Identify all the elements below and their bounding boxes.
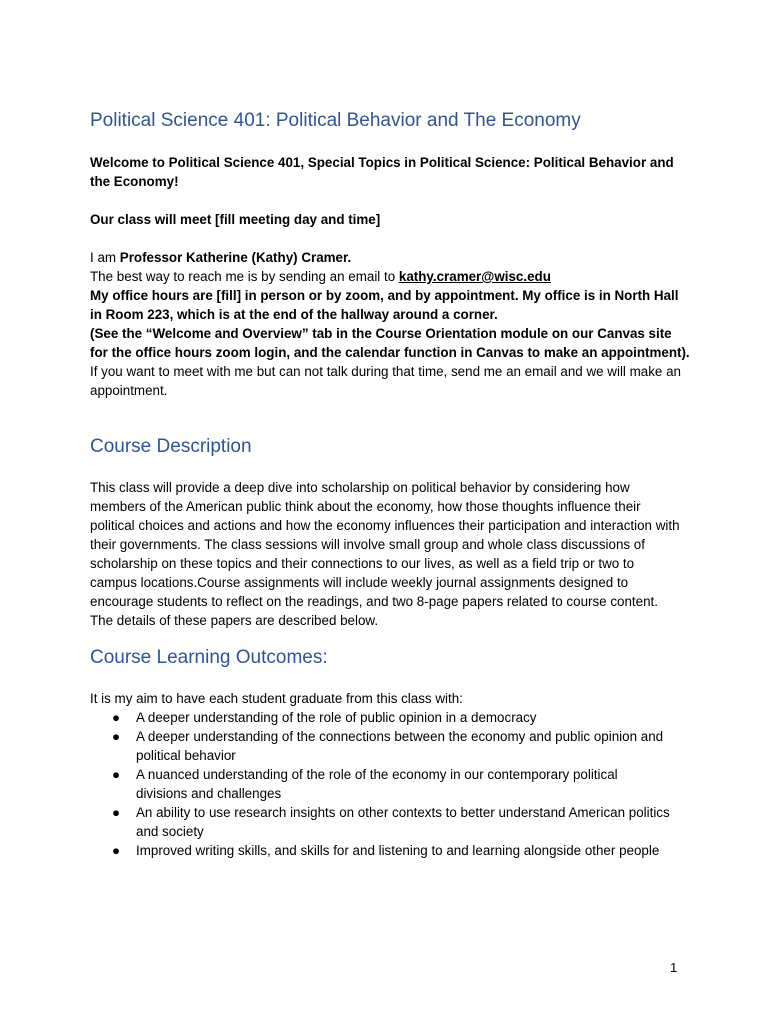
bullet-icon: ● — [112, 710, 121, 725]
list-item — [90, 765, 670, 803]
list-item-text: An ability to use research insights on other contexts to better understand American politics and society — [136, 805, 670, 839]
welcome-text: Welcome to Political Science 401, Special Topics in Political Science: Political Behavior and the Economy! — [90, 155, 674, 189]
course-description-text: This class will provide a deep dive into scholarship on political behavior by considering how members of the American public think about the economy, how those thoughts influence their political choices and actions and how the economy influences their participation and interaction with their governments. The class sessions will involve small group and whole class discussions of scholarship on these topics and their connections to our lives, as well as a field trip or two to campus locations.Course assignments will include weekly journal assignments designed to encourage students to reflect on the readings, and two 8-page papers related to course content. The details of these papers are described below. — [90, 480, 680, 628]
list-item — [90, 841, 670, 860]
professor-name: Professor Katherine (Kathy) Cramer. — [119, 250, 352, 265]
list-item — [90, 727, 670, 765]
list-item-text: A deeper understanding of the role of public opinion in a democracy — [136, 710, 537, 725]
contact-block — [90, 248, 690, 400]
list-item — [90, 803, 670, 841]
list-item — [90, 708, 670, 727]
list-item-text: Improved writing skills, and skills for and listening to and learning alongside other people — [136, 843, 660, 858]
bullet-icon: ● — [112, 843, 121, 858]
outcomes-intro: It is my aim to have each student graduate from this class with: — [90, 691, 463, 706]
office-hours-text: My office hours are [fill] in person or by zoom, and by appointment. My office is in North Hall in Room 223, which is at the end of the hallway around a corner. — [90, 288, 679, 322]
meeting-text: Our class will meet [fill meeting day and time] — [90, 212, 381, 227]
page-title: Political Science 401: Political Behavior and The Economy — [90, 110, 581, 131]
outcomes-list — [90, 708, 670, 860]
email-link[interactable]: kathy.cramer@wisc.edu — [398, 269, 551, 284]
page-number: 1 — [670, 960, 678, 975]
list-item-text: A deeper understanding of the connections between the economy and public opinion and political behavior — [136, 729, 664, 763]
course-description-heading: Course Description — [90, 436, 252, 457]
list-item-text: A nuanced understanding of the role of the economy in our contemporary political divisions and challenges — [136, 767, 618, 801]
meet-note: If you want to meet with me but can not talk during that time, send me an email and we will make an appointment. — [90, 364, 681, 398]
reach-text: The best way to reach me is by sending an email to — [90, 269, 399, 284]
canvas-note: (See the “Welcome and Overview” tab in the Course Orientation module on our Canvas site for the office hours zoom login, and the calendar function in Canvas to make an appointment). — [90, 326, 690, 360]
learning-outcomes-heading: Course Learning Outcomes: — [90, 647, 328, 668]
document-page — [90, 0, 690, 1024]
intro-prefix: I am — [90, 250, 120, 265]
bullet-icon: ● — [112, 729, 121, 744]
bullet-icon: ● — [112, 805, 121, 820]
bullet-icon: ● — [112, 767, 121, 782]
